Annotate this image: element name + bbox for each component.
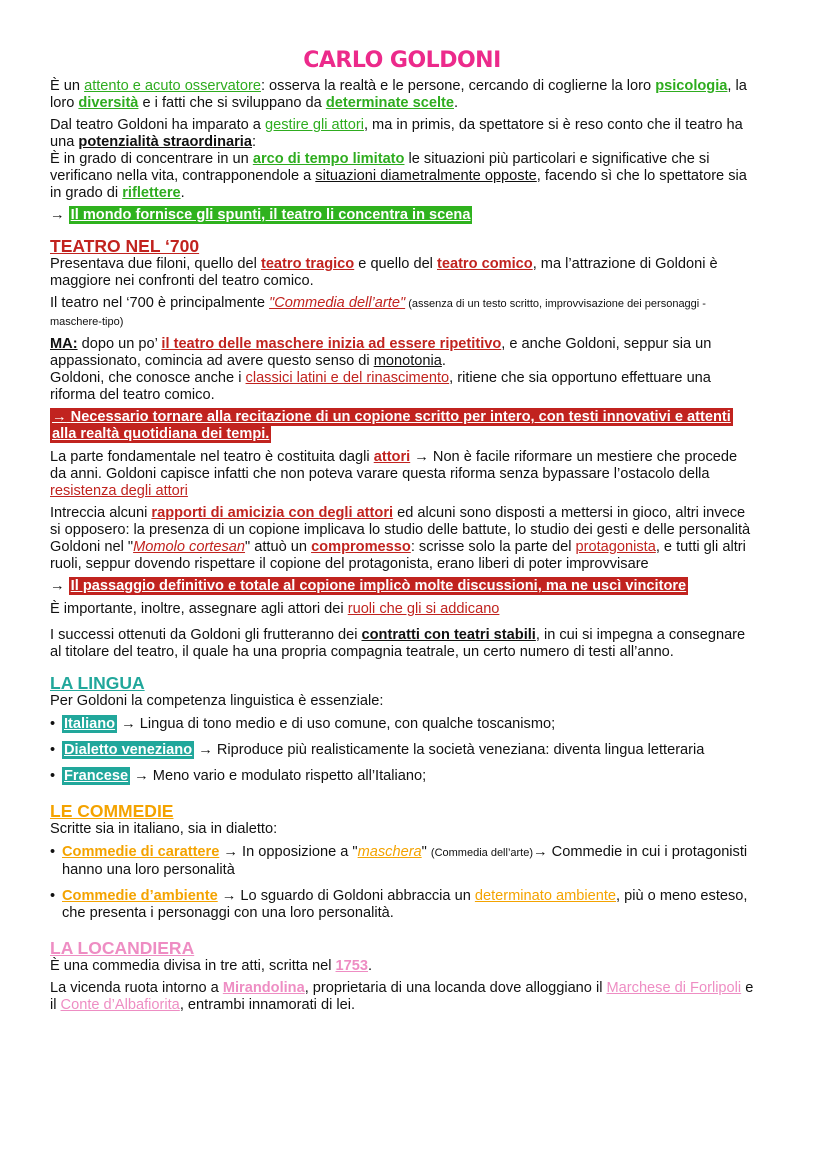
teatro-paragraph-3	[50, 336, 754, 370]
highlight-ripetitivo: il teatro delle maschere inizia ad essere ripetitivo	[161, 336, 502, 352]
intro-paragraph-1	[50, 78, 754, 112]
highlight-attori: attori	[373, 449, 411, 465]
text: Intreccia alcuni	[50, 505, 152, 521]
text: .	[180, 185, 185, 201]
highlight-commedia-arte: "Commedia dell’arte"	[269, 295, 406, 311]
highlight-psicologia: psicologia	[655, 78, 728, 94]
text: , e tutti gli altri ruoli, seppur dovendo rispettare il copione del protagonista, erano liberi di poter improvvisare	[50, 539, 746, 572]
term-ambiente: Commedie d’ambiente	[62, 888, 218, 904]
highlight-ambiente: determinato ambiente	[474, 888, 617, 904]
intro-conclusion	[50, 207, 754, 224]
highlight-protagonista: protagonista	[575, 539, 656, 555]
teatro-paragraph-8	[50, 601, 754, 618]
text: , ma l’attrazione di Goldoni è maggiore nei confronti del teatro comico.	[50, 256, 718, 289]
teatro-paragraph-1	[50, 256, 754, 290]
text: , ritiene che sia opportuno effettuare una riforma del teatro comico.	[50, 370, 711, 403]
highlight-classici: classici latini e del rinascimento	[245, 370, 450, 386]
text: e il	[50, 980, 754, 1013]
highlight-mirandolina: Mirandolina	[222, 980, 305, 996]
teatro-conclusion-2	[50, 578, 754, 595]
text: , proprietaria di una locanda dove alloggiano il	[304, 980, 607, 996]
highlight-compromesso: compromesso	[311, 539, 411, 555]
green-highlight-box: Il mondo fornisce gli spunti, il teatro li concentra in scena	[70, 207, 471, 223]
highlight-diversita: diversità	[78, 95, 139, 111]
text: È un	[50, 78, 85, 94]
highlight-tragico: teatro tragico	[260, 256, 355, 272]
text: → Meno vario e modulato rispetto all’Italiano;	[130, 768, 427, 784]
teatro-paragraph-7	[50, 539, 754, 573]
intro-paragraph-3	[50, 151, 754, 202]
commedie-intro: Scritte sia in italiano, sia in dialetto:	[50, 821, 278, 837]
text: le situazioni più particolari e significative che si verificano nella vita, contrapponendole a	[50, 151, 710, 184]
highlight-ruoli: ruoli che gli si addicano	[347, 601, 500, 617]
text: Il teatro nel ‘700 è principalmente	[50, 295, 270, 311]
highlight-monotonia: monotonia	[373, 353, 442, 369]
teatro-conclusion-1	[50, 409, 754, 443]
text: .	[454, 95, 459, 111]
text: → Commedie in cui i protagonisti hanno una loro personalità	[62, 844, 748, 878]
text: → Lo sguardo di Goldoni abbraccia un	[217, 888, 475, 904]
arrow-icon: →	[50, 207, 65, 223]
text: : osserva la realtà e le persone, cercando di coglierne la loro	[260, 78, 656, 94]
red-highlight-box	[50, 408, 733, 443]
note-text: (Commedia dell’arte)	[430, 847, 534, 859]
text: , entrambi innamorati di lei.	[179, 997, 356, 1013]
text: , più o meno esteso, che presenta i personaggi con una loro personalità.	[62, 888, 748, 921]
highlight-conte: Conte d’Albafiorita	[60, 997, 180, 1013]
text: dopo un po’	[77, 336, 162, 352]
note-text: (assenza di un testo scritto, improvvisazione dei personaggi - maschere-tipo)	[50, 298, 706, 328]
text: Goldoni nel "	[50, 539, 134, 555]
highlight-potenzialita: potenzialità straordinaria	[78, 134, 252, 150]
locandiera-paragraph-2	[50, 980, 754, 1014]
text: , ma in primis, da spettatore si è reso conto che il teatro ha una	[50, 117, 743, 150]
section-heading-locandiera: LA LOCANDIERA	[50, 938, 195, 958]
highlight-riflettere: riflettere	[122, 185, 181, 201]
term-francese: Francese	[64, 768, 129, 784]
text: , facendo sì che lo spettatore sia in grado di	[50, 168, 747, 201]
list-item	[50, 716, 754, 733]
highlight-arco: arco di tempo limitato	[252, 151, 405, 167]
highlight-comico: teatro comico	[436, 256, 533, 272]
section-heading-commedie: LE COMMEDIE	[50, 801, 174, 821]
highlight-observer: attento e acuto osservatore	[84, 78, 261, 94]
text: È una commedia divisa in tre atti, scritta nel	[50, 958, 336, 974]
text: → Riproduce più realisticamente la società veneziana: diventa lingua letteraria	[194, 742, 705, 758]
highlight-marchese: Marchese di Forlipoli	[606, 980, 742, 996]
highlight-year: 1753	[335, 958, 368, 974]
text: , e anche Goldoni, seppur sia un appassionato, comincia ad avere questo senso di	[50, 336, 712, 369]
text: , la loro	[50, 78, 747, 111]
list-item	[50, 844, 754, 879]
section-heading-teatro: TEATRO NEL ‘700	[50, 236, 200, 256]
text: I successi ottenuti da Goldoni gli frutteranno dei	[50, 627, 362, 643]
teatro-paragraph-5	[50, 449, 754, 500]
text: La parte fondamentale nel teatro è costituita dagli	[50, 449, 374, 465]
text: Presentava due filoni, quello del	[50, 256, 261, 272]
text: e i fatti che si sviluppano da	[138, 95, 326, 111]
text: → Lingua di tono medio e di uso comune, con qualche toscanismo;	[117, 716, 556, 732]
highlight-resistenza: resistenza degli attori	[50, 483, 188, 499]
term-carattere: Commedie di carattere	[62, 844, 220, 860]
term-veneziano: Dialetto veneziano	[64, 742, 193, 758]
text: → In opposizione a "	[219, 844, 358, 860]
locandiera-paragraph-1	[50, 958, 754, 975]
highlight-scelte: determinate scelte	[325, 95, 454, 111]
ma-label: MA:	[50, 336, 78, 352]
highlight-opposte: situazioni diametralmente opposte	[315, 168, 537, 184]
term-italiano: Italiano	[64, 716, 116, 732]
text: La vicenda ruota intorno a	[50, 980, 223, 996]
list-item	[50, 768, 754, 785]
text: e quello del	[354, 256, 437, 272]
text: Goldoni, che conosce anche i	[50, 370, 246, 386]
intro-paragraph-2	[50, 117, 754, 151]
text: ed alcuni sono disposti a mettersi in gioco, altri invece si opposero: la presenza di un copione implicava lo studio delle battute, lo studio dei gesti e delle personalità	[50, 505, 751, 538]
text: .	[441, 353, 446, 369]
arrow-icon: →	[50, 578, 65, 594]
red-highlight-box: Il passaggio definitivo e totale al copione implicò molte discussioni, ma ne uscì vincitore	[70, 578, 687, 594]
teatro-paragraph-9	[50, 627, 754, 661]
highlight-amicizia: rapporti di amicizia con degli attori	[151, 505, 394, 521]
text: :	[251, 134, 257, 150]
text: , in cui si impegna a consegnare al titolare del teatro, il quale ha una propria compagnia teatrale, un certo numero di testi all’anno.	[50, 627, 746, 660]
highlight-text: Necessario tornare alla recitazione di un copione scritto per intero, con testi innovativi e attenti alla realtà quotidiana dei tempi.	[52, 409, 731, 442]
section-heading-lingua: LA LINGUA	[50, 673, 145, 693]
list-item	[50, 742, 754, 759]
text: È in grado di concentrare in un	[50, 151, 253, 167]
text: "	[421, 844, 431, 860]
text: .	[367, 958, 373, 974]
page-title: CARLO GOLDONI	[303, 48, 501, 73]
text: Dal teatro Goldoni ha imparato a	[50, 117, 265, 133]
lingua-intro: Per Goldoni la competenza linguistica è essenziale:	[50, 693, 384, 709]
text: → Non è facile riformare un mestiere che procede da anni. Goldoni capisce infatti che non poteva varare questa riforma senza bypassare l’ostacolo della	[50, 449, 738, 482]
list-item	[50, 888, 754, 922]
text: " attuò un	[245, 539, 312, 555]
highlight-contratti: contratti con teatri stabili	[361, 627, 536, 643]
text: È importante, inoltre, assegnare agli attori dei	[50, 601, 348, 617]
highlight-momolo: Momolo cortesan	[133, 539, 246, 555]
teatro-paragraph-4	[50, 370, 754, 404]
teatro-paragraph-2	[50, 295, 754, 331]
arrow-icon: →	[52, 409, 67, 425]
text: : scrisse solo la parte del	[410, 539, 576, 555]
highlight-gestire: gestire gli attori	[264, 117, 364, 133]
teatro-paragraph-6	[50, 505, 754, 539]
highlight-maschera: maschera	[357, 844, 422, 860]
